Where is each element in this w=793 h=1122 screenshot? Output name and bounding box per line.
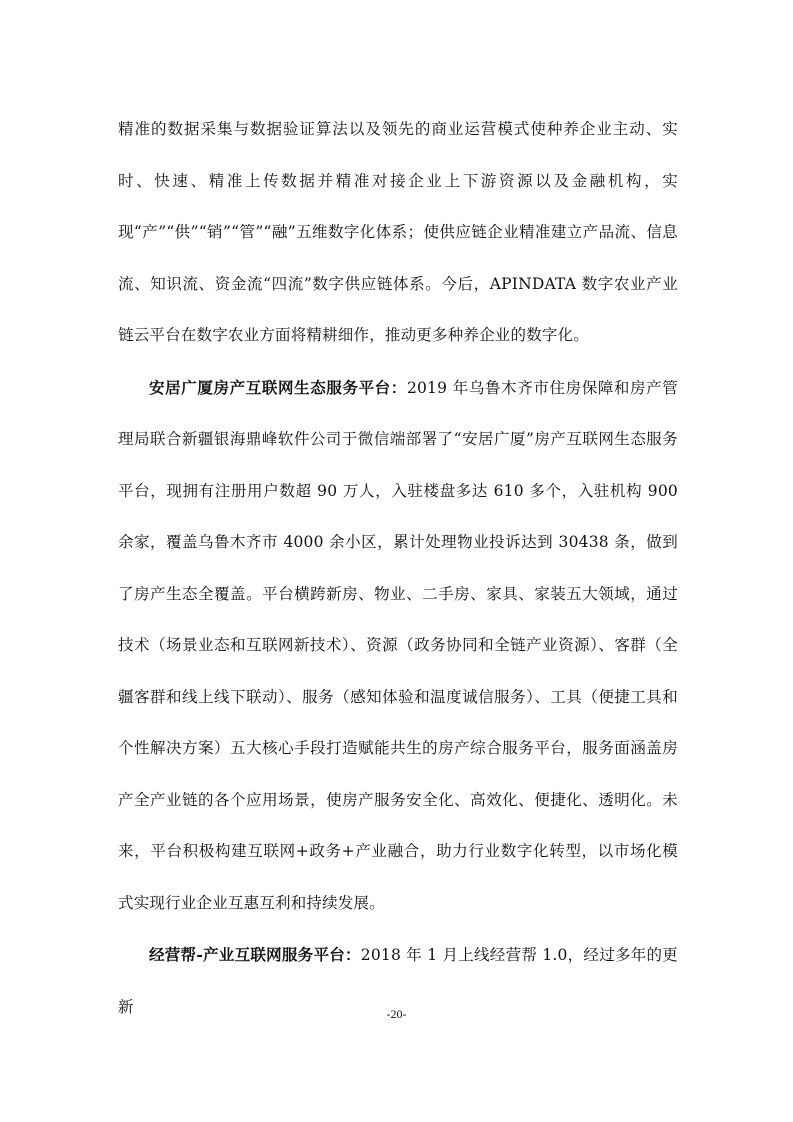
paragraph-continuation <box>118 104 678 362</box>
paragraph-heading: 安居广厦房产互联网生态服务平台： <box>149 377 407 397</box>
paragraph-text: 精准的数据采集与数据验证算法以及领先的商业运营模式使种养企业主动、实时、快速、精准上传数据并精准对接企业上下游资源以及金融机构，实现“产”“供”“销”“管”“融”五维数字化体系；使供应链企业精准建立产品流、信息流、知识流、资金流“四流”数字供应链体系。今后，APINDATA 数字农业产业链云平台在数字农业方面将精耕细作，推动更多种养企业的数字化。 <box>118 120 678 344</box>
body-text <box>118 104 678 1033</box>
page-number: -20- <box>386 1007 407 1021</box>
paragraph-text: 2019 年乌鲁木齐市住房保障和房产管理局联合新疆银海鼎峰软件公司于微信端部署了“安居广厦”房产互联网生态服务平台，现拥有注册用户数超 90 万人，入驻楼盘多达 610 多个，入驻机构 900 余家，覆盖乌鲁木齐市 4000 余小区，累计处理物业投诉达到 30438 条，做到了房产生态全覆盖。平台横跨新房、物业、二手房、家具、家装五大领域，通过技术（场景业态和互联网新技术）、资源（政务协同和全链产业资源）、客群（全疆客群和线上线下联动）、服务（感知体验和温度诚信服务）、工具（便捷工具和个性解决方案）五大核心手段打造赋能共生的房产综合服务平台，服务面涵盖房产全产业链的各个应用场景，使房产服务安全化、高效化、便捷化、透明化。未来，平台积极构建互联网+政务+产业融合，助力行业数字化转型，以市场化模式实现行业企业互惠互利和持续发展。 <box>118 378 678 912</box>
paragraph-text: 2018 年 1 月上线经营帮 1.0，经过多年的更新 <box>118 946 678 1016</box>
paragraph-anju-guangsha <box>118 362 678 930</box>
paragraph-heading: 经营帮-产业互联网服务平台： <box>149 945 361 964</box>
